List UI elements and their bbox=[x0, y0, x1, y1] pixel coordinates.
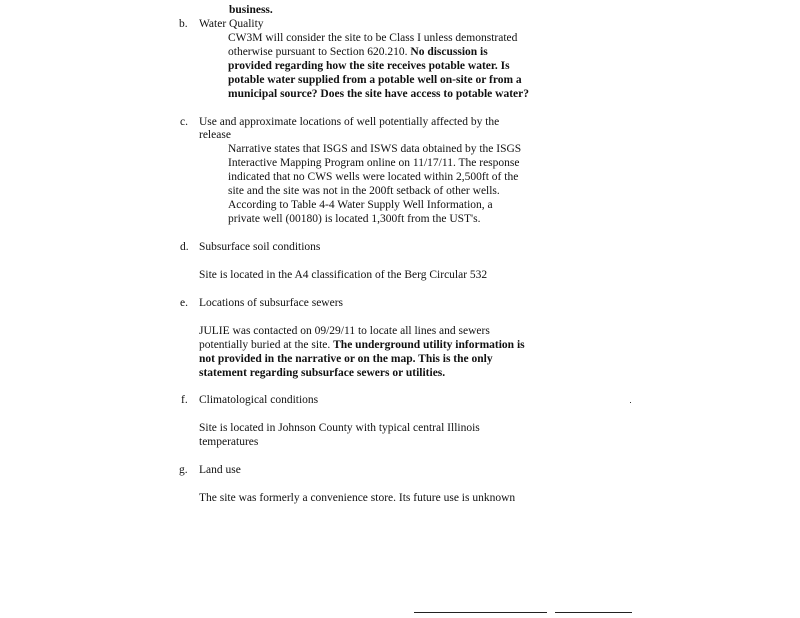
section-b-bold-line: municipal source? Does the site have access to potable water? bbox=[228, 88, 529, 100]
section-e-letter: e. bbox=[180, 297, 188, 309]
section-b-line-2 bbox=[228, 45, 488, 59]
section-c-line: Interactive Mapping Program online on 11/17/11. The response bbox=[228, 157, 520, 169]
section-g-letter: g. bbox=[179, 464, 188, 476]
section-b-title: Water Quality bbox=[199, 18, 264, 30]
section-d-letter: d. bbox=[180, 241, 189, 253]
section-b-bold-line: potable water supplied from a potable well on-site or from a bbox=[228, 74, 522, 86]
section-b-letter: b. bbox=[179, 18, 188, 30]
section-c-letter: c. bbox=[180, 116, 188, 128]
section-c-line: indicated that no CWS wells were located within 2,500ft of the bbox=[228, 171, 519, 183]
section-c-title: Use and approximate locations of well potentially affected by the bbox=[199, 116, 500, 128]
section-f-line-1: Site is located in Johnson County with typical central Illinois bbox=[199, 422, 480, 434]
signature-line bbox=[414, 612, 547, 613]
section-b-line-2-plain: otherwise pursuant to Section 620.210. bbox=[228, 46, 408, 58]
section-f-line-2: temperatures bbox=[199, 436, 259, 448]
section-e-line-2-plain: potentially buried at the site. bbox=[199, 339, 331, 351]
stray-mark bbox=[630, 402, 631, 403]
section-c-line: private well (00180) is located 1,300ft from the UST's. bbox=[228, 213, 481, 225]
section-e-line-1: JULIE was contacted on 09/29/11 to locate all lines and sewers bbox=[199, 325, 490, 337]
section-e-title: Locations of subsurface sewers bbox=[199, 297, 344, 309]
section-e-bold-line: statement regarding subsurface sewers or utilities. bbox=[199, 367, 446, 379]
section-f-letter: f. bbox=[181, 394, 188, 406]
section-g-text: The site was formerly a convenience store. Its future use is unknown bbox=[199, 492, 516, 504]
section-c-title-cont: release bbox=[199, 129, 231, 141]
section-e-bold-line: not provided in the narrative or on the map. This is the only bbox=[199, 353, 493, 365]
date-line bbox=[555, 612, 632, 613]
section-c-line: Narrative states that ISGS and ISWS data obtained by the ISGS bbox=[228, 143, 522, 155]
section-g-title: Land use bbox=[199, 464, 241, 476]
section-b-line-1: CW3M will consider the site to be Class I unless demonstrated bbox=[228, 32, 518, 44]
section-e-line-2 bbox=[199, 338, 525, 352]
section-d-title: Subsurface soil conditions bbox=[199, 241, 321, 253]
section-c-line: site and the site was not in the 200ft setback of other wells. bbox=[228, 185, 500, 197]
section-b-line-2-bold: No discussion is bbox=[410, 46, 488, 58]
top-fragment-text: business. bbox=[229, 4, 273, 16]
section-c-line: According to Table 4-4 Water Supply Well Information, a bbox=[228, 199, 493, 211]
section-d-text: Site is located in the A4 classification of the Berg Circular 532 bbox=[199, 269, 488, 281]
section-f-title: Climatological conditions bbox=[199, 394, 319, 406]
section-e-line-2-bold: The underground utility information is bbox=[333, 339, 525, 351]
section-b-bold-line: provided regarding how the site receives potable water. Is bbox=[228, 60, 510, 72]
